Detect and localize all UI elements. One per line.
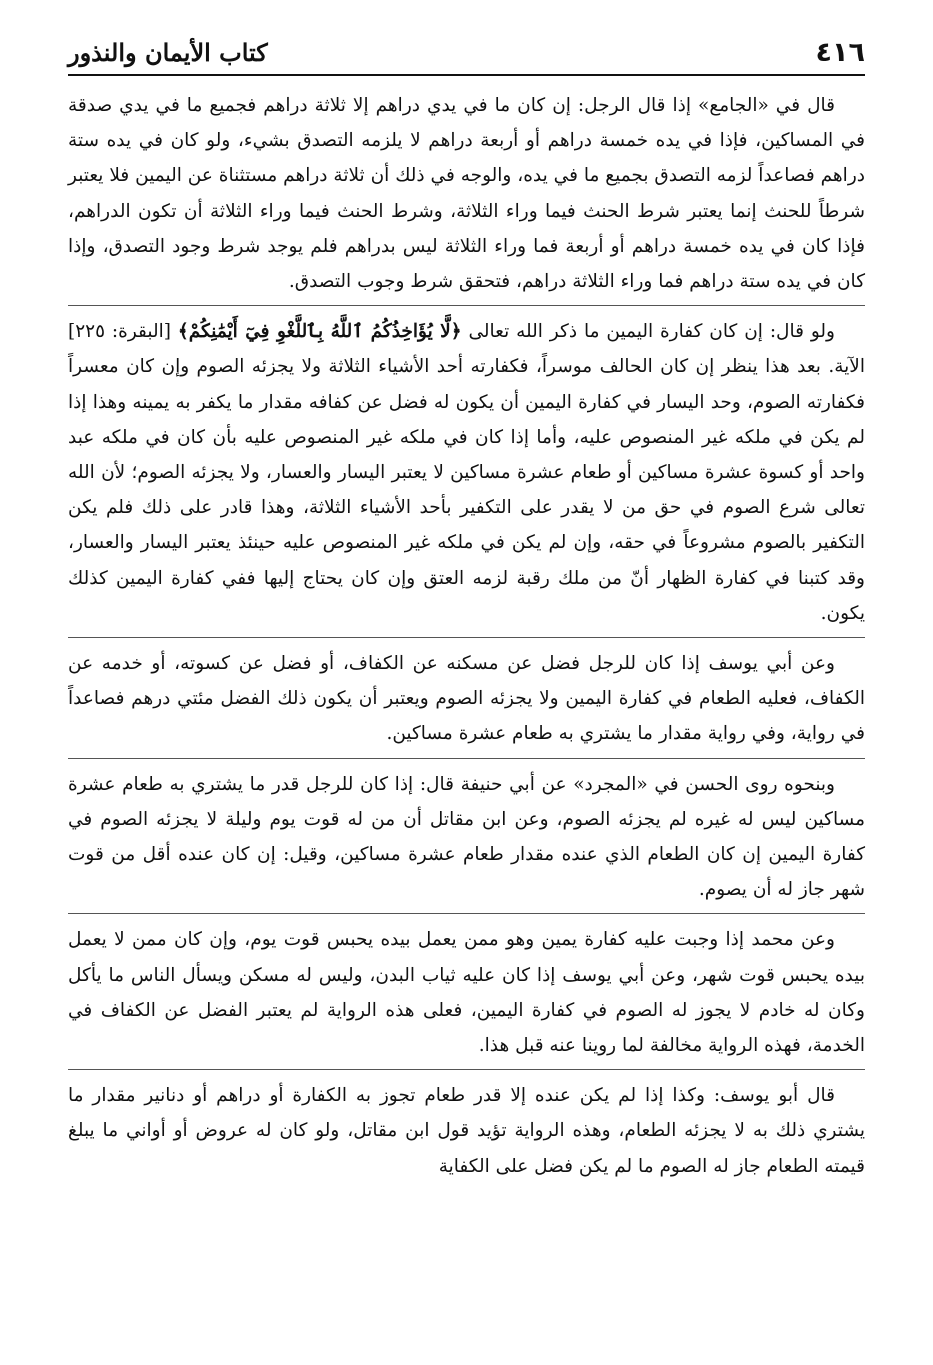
paragraph-divider: [68, 758, 865, 759]
page-number: ٤١٦: [815, 36, 865, 68]
paragraph-2-rest: [البقرة: ٢٢٥] الآية. بعد هذا ينظر إن كان الحالف موسراً، فكفارته أحد الأشياء الثلاثة ولا يجزئه الصوم وإن كان معسراً فكفارته الصوم، وحد اليسار في كفارة اليمين أن يكون له فضل عن كفافه مقدار ما يكفر به يمينه وهذا إذا لم يكن في ملكه غير المنصوص عليه، وأما إذا كان في ملكه غير المنصوص عليه بأن كان في ملكه عبد واحد أو كسوة عشرة مساكين أو طعام عشرة مساكين لا يعتبر اليسار والعسار، ولا يجزئه الصوم؛ لأن الله تعالى شرع الصوم في حق من لا يقدر على التكفير بأحد الأشياء الثلاثة، وهذا قادر على ذلك فلم يكن التكفير بالصوم مشروعاً في حقه، وإن لم يكن في ملكه غير المنصوص عليه حينئذ يعتبر اليسار والعسار، وقد كتبنا في كفارة الظهار أنّ من ملك رقبة لزمه العتق وإن كان يحتاج إليها ففي كفارة اليمين كذلك يكون.: [68, 321, 865, 624]
paragraph-5: وعن محمد إذا وجبت عليه كفارة يمين وهو ممن يعمل بيده يحبس قوت يوم، وإن كان ممن لا يعمل بيده يحبس قوت شهر، وعن أبي يوسف إذا كان عليه ثياب البدن، وليس له مسكن ويسأل الناس ما يأكل وكان له خادم لا يجوز له الصوم في كفارة اليمين، فعلى هذه الرواية لم يعتبر الفضل عن الكفاف في الخدمة، فهذه الرواية مخالفة لما روينا عنه قبل هذا.: [68, 929, 865, 1057]
paragraph-divider: [68, 913, 865, 914]
paragraph-divider: [68, 1069, 865, 1070]
paragraph-4: وبنحوه روى الحسن في «المجرد» عن أبي حنيفة قال: إذا كان للرجل قدر ما يشتري به طعام عشرة مساكين ليس له غيره لم يجزئه الصوم، وعن ابن مقاتل أن من له قوت يوم وليلة لا يجزئه الصوم في كفارة اليمين إن كان الطعام الذي عنده مقدار طعام عشرة مساكين، وقيل: إن كان عنده أقل من قوت شهر جاز له أن يصوم.: [68, 773, 865, 901]
paragraph-2-lead: ولو قال: إن كان كفارة اليمين ما ذكر الله تعالى: [461, 321, 835, 343]
paragraph-divider: [68, 305, 865, 306]
page-header: [68, 30, 865, 76]
book-title: كتاب الأيمان والنذور: [68, 37, 268, 67]
paragraph-1: قال في «الجامع» إذا قال الرجل: إن كان ما في يدي دراهم إلا ثلاثة دراهم فجميع ما في يدي صدقة في المساكين، فإذا في يده خمسة دراهم أو أربعة دراهم لا يلزمه التصدق بشيء، ولو كان في يده ستة دراهم فصاعداً لزمه التصدق بجميع ما في يده، والوجه في ذلك أن ثلاثة دراهم مستثناة عن اليمين فلا يعتبر شرطاً للحنث إنما يعتبر شرط الحنث فيما وراء الثلاثة، وشرط الحنث فيما وراء الثلاثة أن تكون الدراهم، فإذا كان في يده خمسة دراهم أو أربعة فما وراء الثلاثة ليس بدراهم فلم يوجد شرط وجود التصدق، وإذا كان في يده ستة دراهم فما وراء الثلاثة دراهم، فتحقق شرط وجوب التصدق.: [68, 95, 865, 293]
paragraph-2: [68, 314, 865, 631]
paragraph-6: قال أبو يوسف: وكذا إذا لم يكن عنده إلا قدر طعام تجوز به الكفارة أو دراهم أو دنانير مقدار ما يشتري ذلك به لا يجزئه الطعام، وهذه الرواية تؤيد قول ابن مقاتل، ولو كان له عروض أو أواني ما يبلغ قيمته الطعام جاز له الصوم ما لم يكن فضل على الكفاية: [68, 1085, 865, 1177]
paragraph-3: وعن أبي يوسف إذا كان للرجل فضل عن مسكنه عن الكفاف، أو فضل عن كسوته، أو خدمه عن الكفاف، فعليه الطعام في كفارة اليمين ولا يجزئه الصوم ويعتبر أن يكون ذلك الفضل مئتي درهم فصاعداً في رواية، وفي رواية مقدار ما يشتري به طعام عشرة مساكين.: [68, 653, 865, 745]
quran-verse: ﴿لَّا يُؤَاخِذُكُمُ ٱللَّهُ بِٱللَّغْوِ فِيٓ أَيْمَٰنِكُمْ﴾: [177, 321, 462, 343]
paragraph-divider: [68, 637, 865, 638]
body-text: [68, 88, 865, 1184]
